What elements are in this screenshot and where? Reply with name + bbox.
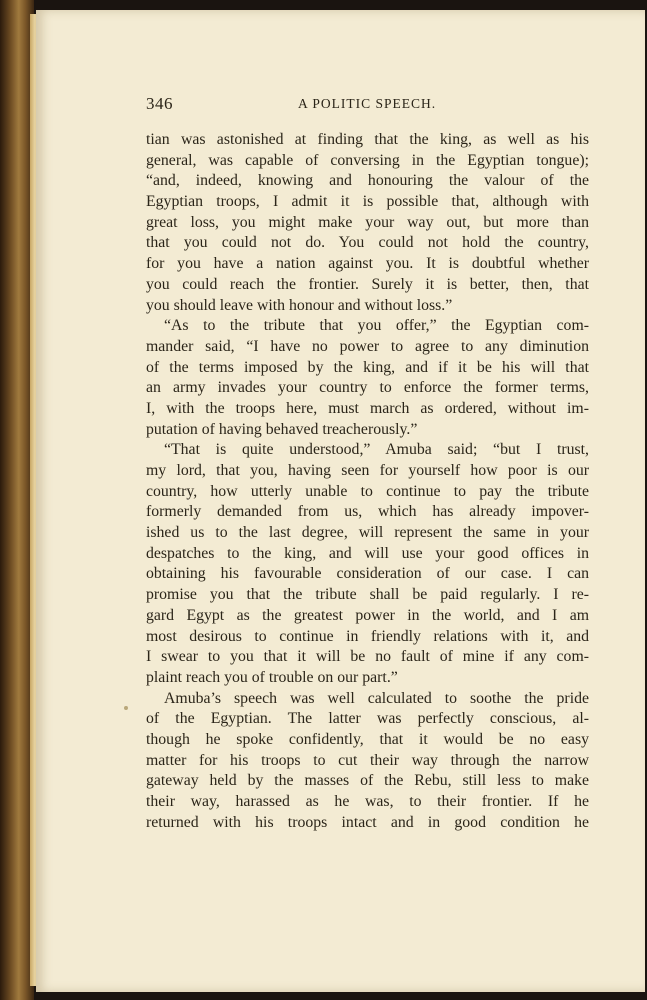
text-line: Amuba’s speech was well calculated to soothe the pride xyxy=(164,689,589,707)
text-line: “That is quite understood,” Amuba said; “but I trust, xyxy=(164,441,589,459)
text-line: you could reach the frontier. Surely it is better, then, that xyxy=(146,275,589,293)
text-line: I swear to you that it will be no fault of mine if any com- xyxy=(146,648,589,666)
text-line: that you could not do. You could not hold the country, xyxy=(146,234,589,252)
text-line: returned with his troops intact and in good condition he xyxy=(146,813,589,831)
text-line: despatches to the king, and will use your good offices in xyxy=(146,544,589,562)
text-line: putation of having behaved treacherously.” xyxy=(146,420,418,438)
text-line: tian was astonished at finding that the king, as well as his xyxy=(146,131,589,148)
text-line: general, was capable of conversing in the Egyptian tongue); xyxy=(146,151,589,169)
text-line: though he spoke confidently, that it would be no easy xyxy=(146,730,589,748)
text-line: matter for his troops to cut their way through the narrow xyxy=(146,751,589,769)
page-header xyxy=(146,94,586,118)
text-line: of the Egyptian. The latter was perfectly conscious, al- xyxy=(146,710,589,728)
text-line: obtaining his favourable consideration of our case. I can xyxy=(146,565,589,583)
text-line: gateway held by the masses of the Rebu, still less to make xyxy=(146,772,589,790)
text-line: my lord, that you, having seen for yourself how poor is our xyxy=(146,462,589,479)
body-text xyxy=(146,130,589,833)
text-line: plaint reach you of trouble on our part.” xyxy=(146,668,398,686)
text-line: “As to the tribute that you offer,” the Egyptian com- xyxy=(164,317,589,335)
ink-speck xyxy=(124,706,128,710)
text-line: “and, indeed, knowing and honouring the valour of the xyxy=(146,172,589,190)
text-line: gard Egypt as the greatest power in the world, and I am xyxy=(146,606,589,624)
text-line: great loss, you might make your way out, but more than xyxy=(146,213,589,231)
running-title: A POLITIC SPEECH. xyxy=(298,96,437,111)
text-line: most desirous to continue in friendly relations with it, and xyxy=(146,627,589,645)
text-line: promise you that the tribute shall be paid regularly. I re- xyxy=(146,586,589,604)
text-line: of the terms imposed by the king, and if it be his will that xyxy=(146,358,589,376)
text-line: I, with the troops here, must march as ordered, without im- xyxy=(146,399,589,417)
text-line: an army invades your country to enforce the former terms, xyxy=(146,379,589,397)
text-line: their way, harassed as he was, to their frontier. If he xyxy=(146,793,589,810)
page-number: 346 xyxy=(146,94,173,113)
text-line: Egyptian troops, I admit it is possible that, although with xyxy=(146,193,589,211)
text-line: mander said, “I have no power to agree to any diminution xyxy=(146,337,589,355)
text-line: formerly demanded from us, which has already impover- xyxy=(146,503,589,521)
text-line: country, how utterly unable to continue to pay the tribute xyxy=(146,482,589,500)
book-spine xyxy=(0,0,34,1000)
text-line: ished us to the last degree, will represent the same in your xyxy=(146,524,589,542)
text-line: you should leave with honour and without loss.” xyxy=(146,296,453,314)
text-line: for you have a nation against you. It is doubtful whether xyxy=(146,255,589,273)
